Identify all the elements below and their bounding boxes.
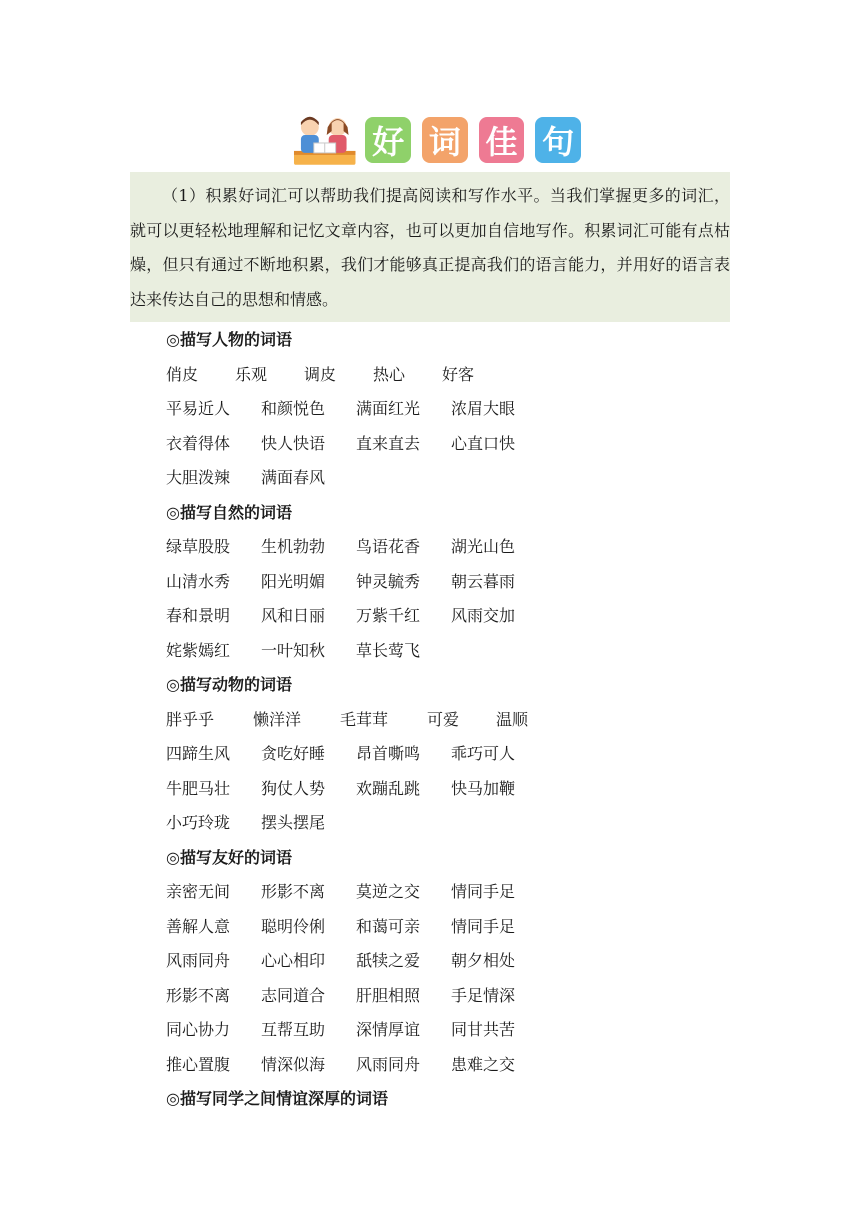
word: 形影不离 (261, 882, 326, 901)
intro-box (130, 172, 730, 322)
word: 摆头摆尾 (261, 813, 326, 832)
word: 朝云暮雨 (451, 571, 516, 591)
word: 直来直去 (356, 433, 421, 453)
word: 同心协力 (166, 1020, 231, 1039)
word: 风和日丽 (261, 606, 326, 625)
word-row (166, 392, 726, 427)
word: 可爱 (427, 709, 460, 729)
word-row (166, 634, 726, 669)
word: 快马加鞭 (451, 778, 516, 798)
word: 心直口快 (451, 433, 516, 453)
word: 情同手足 (451, 882, 516, 901)
word: 好客 (442, 364, 475, 384)
word: 小巧玲珑 (166, 813, 231, 832)
word-row (166, 358, 726, 393)
word: 懒洋洋 (253, 709, 302, 729)
word: 情同手足 (451, 916, 516, 936)
word: 互帮互助 (261, 1020, 326, 1039)
word: 昂首嘶鸣 (356, 744, 421, 763)
word: 风雨交加 (451, 606, 516, 625)
header-char-ju: 句 (535, 117, 581, 163)
word-row (166, 1048, 726, 1083)
word: 调皮 (304, 364, 337, 384)
word: 草长莺飞 (356, 640, 421, 660)
word: 情深似海 (261, 1054, 326, 1074)
word: 万紫千红 (356, 606, 421, 625)
section-title-friendship: ◎描写友好的词语 (166, 847, 292, 867)
word: 快人快语 (261, 433, 326, 453)
reading-kids-icon (292, 113, 357, 167)
word-row (166, 772, 726, 807)
word-row (166, 530, 726, 565)
word: 衣着得体 (166, 433, 231, 453)
word: 满面红光 (356, 399, 421, 418)
word: 欢蹦乱跳 (356, 778, 421, 798)
word: 亲密无间 (166, 882, 231, 901)
word: 浓眉大眼 (451, 399, 516, 418)
word: 乖巧可人 (451, 744, 516, 763)
word: 毛茸茸 (340, 709, 389, 729)
word: 风雨同舟 (356, 1054, 421, 1074)
word: 乐观 (235, 364, 268, 384)
word: 阳光明媚 (261, 571, 326, 591)
section-title-nature: ◎描写自然的词语 (166, 502, 292, 522)
word-row (166, 737, 726, 772)
section-title-classmates: ◎描写同学之间情谊深厚的词语 (166, 1089, 388, 1108)
section-title-people: ◎描写人物的词语 (166, 330, 292, 349)
word: 风雨同舟 (166, 951, 231, 970)
word: 莫逆之交 (356, 882, 421, 901)
word: 患难之交 (451, 1054, 516, 1074)
word-row (166, 875, 726, 910)
word: 牛肥马壮 (166, 778, 231, 798)
word-row (166, 461, 726, 496)
word: 朝夕相处 (451, 951, 516, 970)
header-char-jia: 佳 (479, 117, 525, 163)
word: 胖乎乎 (166, 709, 215, 729)
word: 善解人意 (166, 916, 231, 936)
word-row (166, 910, 726, 945)
word: 四蹄生风 (166, 744, 231, 763)
word: 和蔼可亲 (356, 916, 421, 936)
word-row (166, 944, 726, 979)
word: 湖光山色 (451, 537, 516, 556)
word-row (166, 599, 726, 634)
word-row (166, 703, 726, 738)
word: 同甘共苦 (451, 1020, 516, 1039)
word: 平易近人 (166, 399, 231, 418)
word: 热心 (373, 364, 406, 384)
word: 贪吃好睡 (261, 744, 326, 763)
word: 姹紫嫣红 (166, 640, 231, 660)
word: 心心相印 (261, 951, 326, 970)
word: 鸟语花香 (356, 537, 421, 556)
word: 手足情深 (451, 985, 516, 1005)
word: 推心置腹 (166, 1054, 231, 1074)
word-row (166, 565, 726, 600)
word-sections (166, 323, 726, 1117)
word: 生机勃勃 (261, 537, 326, 556)
word: 一叶知秋 (261, 640, 326, 660)
intro-paragraph: （1）积累好词汇可以帮助我们提高阅读和写作水平。当我们掌握更多的词汇，就可以更轻松地理解和记忆文章内容，也可以更加自信地写作。积累词汇可能有点枯燥，但只有通过不断地积累，我们才能够真正提高我们的语言能力，并用好的语言表达来传达自己的思想和情感。 (130, 186, 730, 309)
word: 志同道合 (261, 985, 326, 1005)
word: 钟灵毓秀 (356, 571, 421, 591)
header-char-ci: 词 (422, 117, 468, 163)
word: 和颜悦色 (261, 399, 326, 418)
word: 春和景明 (166, 606, 231, 625)
word: 山清水秀 (166, 571, 231, 591)
word: 绿草股股 (166, 537, 231, 556)
section-title-animals: ◎描写动物的词语 (166, 675, 292, 694)
word: 狗仗人势 (261, 778, 326, 798)
word: 大胆泼辣 (166, 468, 231, 487)
word-row (166, 1013, 726, 1048)
word: 俏皮 (166, 364, 199, 384)
word: 深情厚谊 (356, 1020, 421, 1039)
word-row (166, 979, 726, 1014)
word: 聪明伶俐 (261, 916, 326, 936)
word-row (166, 427, 726, 462)
word: 肝胆相照 (356, 985, 421, 1005)
word-row (166, 806, 726, 841)
word: 形影不离 (166, 985, 231, 1005)
word: 满面春风 (261, 468, 326, 487)
section-header (292, 112, 592, 168)
word: 温顺 (496, 709, 529, 729)
header-char-hao: 好 (365, 117, 411, 163)
word: 舐犊之爱 (356, 951, 421, 970)
